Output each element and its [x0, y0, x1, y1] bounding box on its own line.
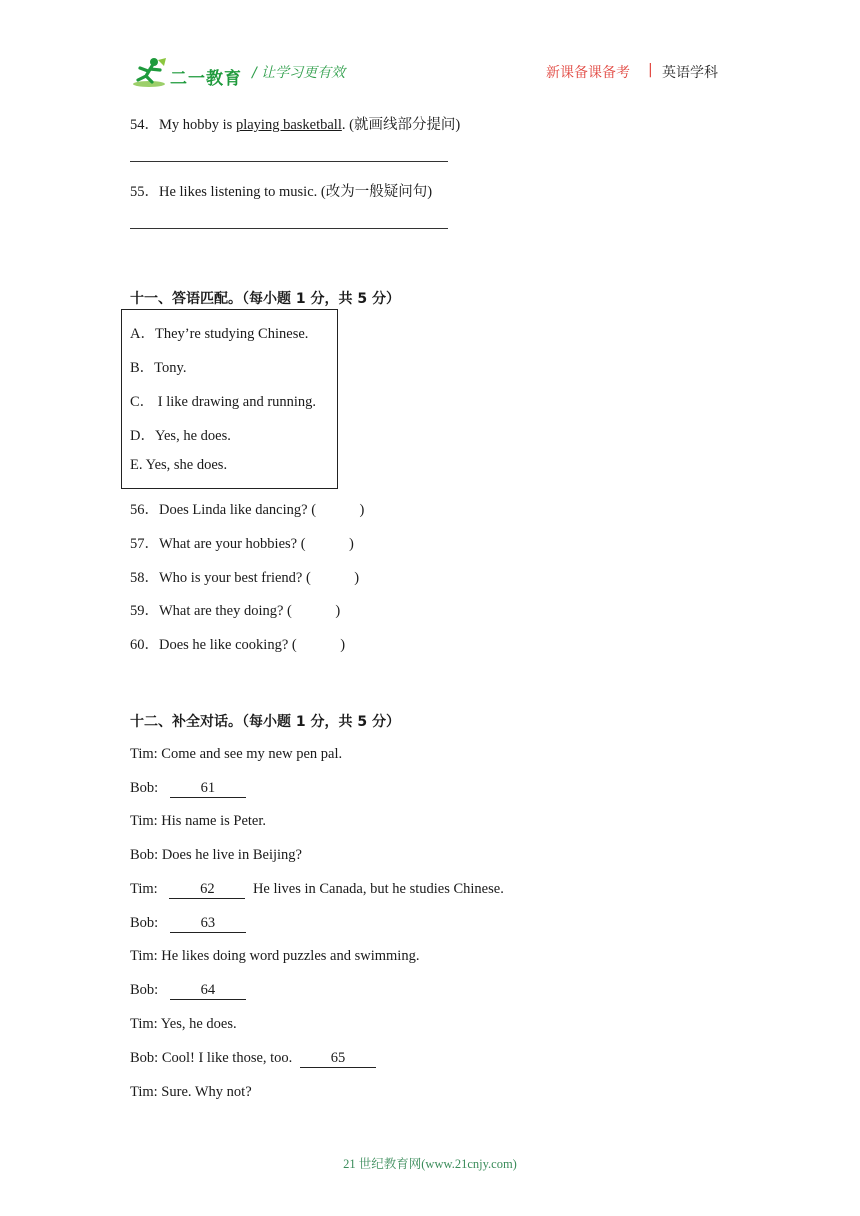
answer-line-55[interactable] — [130, 228, 448, 229]
dialogue-line-2 — [130, 780, 246, 798]
question-55: 55．He likes listening to music. (改为一般疑问句) — [130, 184, 433, 200]
footer-source[interactable]: 21 世纪教育网(www.21cnjy.com) — [343, 1157, 517, 1171]
dialogue-line-5 — [130, 881, 504, 899]
dialogue-line-4: Bob: Does he live in Beijing? — [130, 847, 302, 863]
header-subject: 英语学科 — [662, 65, 718, 81]
question-54-prefix: 54．My hobby is — [130, 117, 236, 133]
question-59[interactable]: 59．What are they doing? ( ) — [130, 603, 341, 619]
header-separator: | — [648, 62, 653, 78]
dialogue-line-10 — [130, 1050, 376, 1068]
section-11-title: 十一、答语匹配。（每小题 1 分，共 5 分） — [130, 291, 400, 307]
runner-icon — [132, 56, 168, 90]
question-56[interactable]: 56．Does Linda like dancing? ( ) — [130, 502, 365, 518]
dialogue-line-1: Tim: Come and see my new pen pal. — [130, 746, 343, 762]
option-d: D．Yes, he does. — [130, 428, 231, 444]
option-b: B．Tony. — [130, 360, 187, 376]
dialogue-line-6 — [130, 915, 246, 933]
dialogue-speaker: Tim: — [130, 881, 162, 897]
section-12-title: 十二、补全对话。（每小题 1 分，共 5 分） — [130, 714, 400, 730]
dialogue-line-11: Tim: Sure. Why not? — [130, 1084, 252, 1100]
dialogue-speaker: Bob: — [130, 982, 162, 998]
dialogue-line-8 — [130, 982, 246, 1000]
option-a: A．They’re studying Chinese. — [130, 326, 309, 342]
question-54-underlined: playing basketball — [235, 117, 342, 133]
question-58[interactable]: 58．Who is your best friend? ( ) — [130, 570, 360, 586]
dialogue-line-3: Tim: His name is Peter. — [130, 813, 267, 829]
blank-62[interactable]: 62 — [169, 881, 245, 899]
question-60[interactable]: 60．Does he like cooking? ( ) — [130, 637, 346, 653]
blank-63[interactable]: 63 — [170, 915, 246, 933]
header-course: 新课备课备考 — [546, 65, 630, 81]
option-e: E. Yes, she does. — [130, 457, 228, 473]
dialogue-speaker: Bob: — [130, 915, 162, 931]
blank-61[interactable]: 61 — [170, 780, 246, 798]
dialogue-text: Bob: Cool! I like those, too. — [130, 1050, 296, 1066]
dialogue-line-9: Tim: Yes, he does. — [130, 1016, 237, 1032]
blank-65[interactable]: 65 — [300, 1050, 376, 1068]
option-c: C． I like drawing and running. — [130, 394, 317, 410]
dialogue-line-7: Tim: He likes doing word puzzles and swimming. — [130, 948, 420, 964]
answer-line-54[interactable] — [130, 161, 448, 162]
brand-logo — [132, 56, 247, 90]
header-slogan: / 让学习更有效 — [252, 65, 346, 81]
dialogue-speaker: Bob: — [130, 780, 162, 796]
logo-text: 二一教育 — [170, 69, 242, 89]
blank-64[interactable]: 64 — [170, 982, 246, 1000]
question-54 — [130, 113, 460, 134]
question-57[interactable]: 57．What are your hobbies? ( ) — [130, 536, 354, 552]
question-54-suffix: . (就画线部分提问) — [341, 117, 461, 133]
dialogue-text: He lives in Canada, but he studies Chinese. — [249, 881, 504, 897]
